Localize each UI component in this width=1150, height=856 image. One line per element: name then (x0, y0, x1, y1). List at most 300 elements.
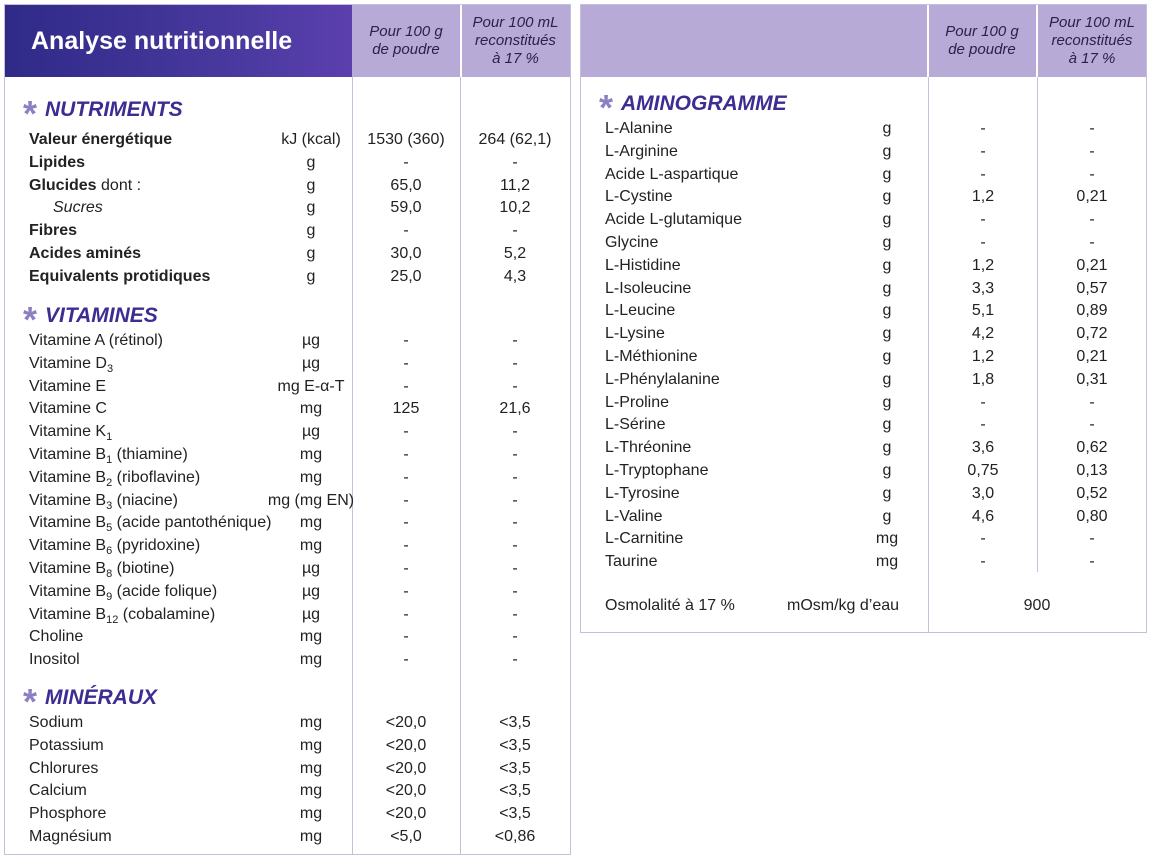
table-row (5, 266, 570, 289)
value-per-100g: - (403, 222, 409, 240)
value-per-100ml: - (1089, 142, 1095, 160)
row-label (29, 467, 200, 490)
label-text: L-Sérine (605, 416, 666, 434)
table-row (5, 649, 570, 672)
label-text: Phosphore (29, 805, 107, 823)
row-unit: g (306, 176, 316, 194)
row-unit: mg (299, 714, 323, 731)
table-row (5, 826, 570, 849)
label-text: Equivalents protidiques (29, 267, 211, 285)
value-per-100ml: 5,2 (503, 245, 527, 262)
table-row (581, 141, 1146, 164)
table-row (5, 220, 570, 243)
label-text: Vitamine B (29, 605, 107, 623)
row-unit: g (306, 245, 316, 262)
value-per-100g: - (403, 514, 409, 532)
label-text: Vitamine B (29, 446, 107, 463)
row-unit: µg (301, 605, 321, 623)
row-unit: mg E-α-T (277, 377, 345, 395)
label-text: Acide L-glutamique (605, 211, 742, 229)
value-per-100ml: - (512, 153, 518, 171)
row-label (29, 626, 83, 649)
label-text: L-Valine (605, 507, 663, 525)
label-text: L-Arginine (605, 142, 678, 160)
value-per-100ml: - (512, 651, 518, 669)
row-unit: g (882, 120, 892, 137)
value-per-100g: - (980, 416, 986, 434)
row-label (605, 346, 698, 369)
label-text: Taurine (605, 553, 658, 571)
value-per-100ml: 4,3 (503, 267, 527, 285)
label-text: L-Leucine (605, 302, 676, 320)
nutrition-table-left (4, 4, 571, 855)
table-row (5, 535, 570, 558)
value-per-100ml: <3,5 (499, 782, 531, 800)
label-subscript: 3 (106, 362, 114, 375)
section-mineraux (23, 681, 158, 722)
row-unit: mg (875, 530, 899, 548)
table-row (581, 369, 1146, 392)
value-per-100g: <20,0 (385, 759, 427, 777)
table-row (5, 197, 570, 220)
table-row (5, 803, 570, 826)
value-per-100ml: - (512, 560, 518, 577)
value-per-100g: - (980, 234, 986, 251)
table-row (581, 506, 1146, 529)
label-text: L-Tryptophane (605, 462, 709, 479)
col-header-per-100g: Pour 100 g de poudre (945, 23, 1019, 58)
row-label (605, 323, 665, 346)
value-per-100ml: - (1089, 553, 1095, 571)
row-label (605, 483, 680, 506)
row-label (29, 129, 172, 152)
row-label (605, 551, 657, 574)
value-per-100g: - (403, 446, 409, 463)
value-per-100ml: 0,57 (1076, 279, 1108, 297)
value-per-100g: - (403, 491, 409, 509)
row-label (29, 220, 77, 243)
row-unit: g (882, 234, 892, 251)
table-row (5, 353, 570, 376)
row-unit: g (882, 302, 892, 320)
row-unit: g (882, 484, 892, 502)
row-label (29, 490, 178, 513)
label-suffix: dont : (96, 176, 142, 194)
table-row (581, 255, 1146, 278)
row-unit: µg (301, 423, 321, 441)
value-per-100ml: 10,2 (499, 199, 531, 217)
value-per-100g: 3,0 (971, 484, 995, 502)
row-unit: µg (301, 582, 321, 600)
row-unit: mg (299, 736, 323, 754)
section-heading: VITAMINES (45, 304, 158, 327)
value-per-100ml: - (1089, 234, 1095, 251)
header-divider (1036, 5, 1038, 77)
value-per-100g: 65,0 (390, 176, 422, 194)
row-label (605, 209, 742, 232)
row-label (29, 330, 163, 353)
row-unit: g (306, 199, 316, 217)
value-per-100ml: - (1089, 211, 1095, 229)
col-header-per-100g: Pour 100 g de poudre (369, 23, 443, 58)
value-per-100g: - (403, 332, 409, 349)
value-per-100g: 1,2 (971, 188, 995, 206)
value-per-100ml: 0,72 (1076, 325, 1108, 343)
table-row (5, 330, 570, 353)
row-unit: g (882, 142, 892, 160)
table-row (581, 551, 1146, 574)
value-per-100g: - (980, 165, 986, 183)
row-label (29, 398, 107, 421)
value-per-100g: 30,0 (390, 245, 422, 262)
value-per-100ml: 0,80 (1076, 507, 1108, 525)
label-text: Choline (29, 628, 84, 646)
table-row (5, 604, 570, 627)
value-per-100g: <20,0 (385, 714, 427, 731)
table-row (5, 376, 570, 399)
label-subscript: 2 (106, 476, 113, 489)
table-row (581, 460, 1146, 483)
value-per-100g: - (980, 553, 986, 571)
value-per-100ml: 0,62 (1076, 439, 1108, 457)
value-per-100ml: - (512, 582, 518, 600)
value-per-100g: 5,1 (971, 302, 995, 320)
label-text: L-Cystine (605, 188, 673, 206)
value-per-100ml: - (1089, 393, 1095, 411)
label-text: Glucides (29, 176, 97, 194)
row-unit: g (882, 165, 892, 183)
row-unit: g (882, 279, 892, 297)
row-unit: g (882, 370, 892, 388)
value-per-100ml: - (512, 354, 518, 372)
row-label (29, 444, 188, 467)
row-label (29, 780, 87, 803)
row-unit: kJ (kcal) (281, 131, 341, 148)
row-label (29, 735, 104, 758)
asterisk-icon: * (23, 299, 38, 340)
value-per-100ml: 0,21 (1076, 188, 1108, 206)
row-label (29, 712, 83, 735)
table-row (5, 152, 570, 175)
table-row (581, 392, 1146, 415)
row-label (29, 649, 80, 672)
value-per-100g: 59,0 (390, 199, 422, 217)
value-per-100g: <20,0 (385, 782, 427, 800)
value-per-100g: 1,2 (971, 348, 995, 365)
label-text: Vitamine B (29, 560, 107, 577)
asterisk-icon: * (23, 93, 38, 134)
value-per-100g: - (403, 628, 409, 646)
row-unit: g (882, 188, 892, 206)
label-suffix: (riboflavine) (112, 468, 201, 486)
value-per-100ml: 264 (62,1) (478, 131, 552, 148)
row-label (29, 421, 112, 444)
value-per-100g: 3,6 (971, 439, 995, 457)
row-label (29, 243, 141, 266)
value-per-100ml: 0,13 (1076, 462, 1108, 479)
row-unit: mg (299, 782, 323, 800)
label-text: L-Histidine (605, 256, 681, 274)
row-label (29, 353, 113, 376)
value-per-100ml: - (512, 332, 518, 349)
row-label (605, 528, 683, 551)
value-per-100g: - (403, 468, 409, 486)
value-per-100g: - (980, 530, 986, 548)
row-unit: g (882, 462, 892, 479)
value-per-100ml: <0,86 (494, 828, 536, 845)
table-row (5, 735, 570, 758)
label-text: L-Alanine (605, 120, 673, 137)
value-per-100ml: - (512, 423, 518, 441)
value-per-100g: - (403, 377, 409, 395)
label-suffix: (thiamine) (112, 446, 188, 463)
table-row (581, 278, 1146, 301)
label-subscript: 9 (106, 590, 113, 603)
osmolalite-label: Osmolalité à 17 % (605, 597, 735, 614)
label-subscript: 12 (106, 613, 119, 626)
row-label (53, 197, 103, 220)
label-suffix: (biotine) (112, 560, 175, 577)
table-row (5, 243, 570, 266)
row-unit: g (882, 211, 892, 229)
row-label (605, 232, 658, 255)
row-unit: g (306, 153, 316, 171)
row-unit: g (882, 507, 892, 525)
row-unit: g (306, 222, 316, 240)
value-per-100g: 4,6 (971, 507, 995, 525)
label-text: Vitamine D (29, 354, 107, 372)
table-title: Analyse nutritionnelle (5, 5, 352, 77)
table-row (5, 129, 570, 152)
row-label (605, 414, 665, 437)
row-unit: mg (299, 400, 323, 418)
row-label (29, 512, 271, 535)
label-text: Vitamine B (29, 537, 107, 555)
value-per-100ml: - (1089, 530, 1095, 548)
row-unit: mg (299, 446, 323, 463)
value-per-100g: - (403, 354, 409, 372)
table-row (5, 712, 570, 735)
table-row (5, 780, 570, 803)
table-row (581, 186, 1146, 209)
row-unit: g (882, 348, 892, 365)
row-label (605, 300, 675, 323)
label-text: Sucres (53, 199, 103, 217)
value-per-100g: - (980, 120, 986, 137)
table-row (5, 581, 570, 604)
table-row (581, 209, 1146, 232)
value-per-100ml: 21,6 (499, 400, 531, 418)
row-unit: mg (299, 628, 323, 646)
value-per-100ml: <3,5 (499, 736, 531, 754)
label-suffix: (cobalamine) (118, 605, 216, 623)
table-row (581, 164, 1146, 187)
table-row (5, 626, 570, 649)
label-text: Acides aminés (29, 245, 142, 262)
section-heading: MINÉRAUX (45, 686, 158, 709)
row-label (29, 175, 141, 198)
value-per-100g: - (403, 153, 409, 171)
value-per-100g: - (403, 537, 409, 555)
row-label (605, 437, 691, 460)
value-per-100g: - (980, 393, 986, 411)
row-unit: mg (299, 805, 323, 823)
label-subscript: 6 (106, 545, 113, 558)
value-per-100ml: <3,5 (499, 759, 531, 777)
value-per-100ml: 0,21 (1076, 256, 1108, 274)
label-text: Acide L-aspartique (605, 165, 739, 183)
value-per-100g: - (980, 142, 986, 160)
row-label (605, 186, 673, 209)
value-per-100ml: - (512, 468, 518, 486)
row-label (29, 826, 112, 849)
row-label (605, 278, 691, 301)
table-row (5, 421, 570, 444)
label-text: L-Tyrosine (605, 484, 680, 502)
row-label (29, 376, 106, 399)
value-per-100g: 1,8 (971, 370, 995, 388)
osmolalite-value: 900 (1023, 597, 1051, 614)
value-per-100g: - (403, 651, 409, 669)
label-text: Vitamine B (29, 491, 107, 509)
label-text: L-Carnitine (605, 530, 684, 548)
col-header-per-100ml: Pour 100 mL reconstitués à 17 % (472, 14, 559, 67)
label-text: Glycine (605, 234, 659, 251)
row-label (605, 460, 708, 483)
header-divider (460, 5, 462, 77)
label-suffix: (acide pantothénique) (112, 514, 272, 532)
row-label (29, 581, 217, 604)
value-per-100ml: 0,52 (1076, 484, 1108, 502)
table-row (5, 512, 570, 535)
table-row (581, 483, 1146, 506)
value-per-100ml: - (1089, 120, 1095, 137)
row-label (29, 152, 85, 175)
label-text: L-Thréonine (605, 439, 692, 457)
table-row (581, 346, 1146, 369)
label-text: Vitamine K (29, 423, 107, 441)
label-text: Vitamine B (29, 582, 107, 600)
table-row (581, 118, 1146, 141)
label-subscript: 8 (106, 568, 113, 580)
value-per-100g: - (403, 605, 409, 623)
table-row (5, 490, 570, 513)
row-label (605, 255, 681, 278)
value-per-100ml: 11,2 (500, 176, 530, 194)
value-per-100ml: - (512, 222, 518, 240)
label-text: Potassium (29, 736, 104, 754)
value-per-100g: <5,0 (390, 828, 422, 845)
table-row (581, 323, 1146, 346)
row-unit: mg (299, 514, 323, 532)
section-nutriments (23, 93, 183, 134)
value-per-100g: - (403, 423, 409, 441)
value-per-100g: 125 (392, 400, 420, 418)
value-per-100ml: - (512, 605, 518, 623)
value-per-100ml: - (512, 446, 518, 463)
label-text: L-Lysine (605, 325, 665, 343)
value-per-100g: <20,0 (385, 736, 427, 754)
row-unit: µg (301, 332, 321, 349)
value-per-100g: - (980, 211, 986, 229)
label-text: Calcium (29, 782, 87, 800)
row-label (605, 392, 669, 415)
label-subscript: 5 (106, 522, 113, 535)
row-label (29, 758, 98, 781)
osmolalite-unit: mOsm/kg d’eau (787, 597, 900, 614)
row-label (29, 535, 200, 558)
table-row (5, 558, 570, 581)
asterisk-icon: * (599, 87, 614, 128)
section-heading: AMINOGRAMME (621, 92, 787, 115)
table-row (581, 300, 1146, 323)
row-unit: mg (299, 759, 323, 777)
label-suffix: (niacine) (112, 491, 179, 509)
label-subscript: 1 (106, 454, 113, 466)
row-unit: g (882, 439, 892, 457)
label-text: Inositol (29, 651, 80, 669)
label-suffix: (pyridoxine) (112, 537, 201, 555)
row-unit: mg (299, 651, 323, 669)
label-text: Vitamine A (rétinol) (29, 332, 163, 349)
value-per-100ml: 0,31 (1076, 370, 1108, 388)
asterisk-icon: * (23, 681, 38, 722)
section-aminogramme (599, 87, 787, 128)
row-label (29, 604, 215, 627)
value-per-100g: <20,0 (385, 805, 427, 823)
value-per-100g: 4,2 (971, 325, 995, 343)
nutrition-table-right (580, 4, 1147, 633)
table-row (581, 528, 1146, 551)
value-per-100ml: - (512, 377, 518, 395)
label-text: L-Phénylalanine (605, 370, 720, 388)
section-vitamines (23, 299, 158, 340)
value-per-100ml: - (512, 537, 518, 555)
value-per-100g: 1,2 (971, 256, 995, 274)
row-unit: mg (mg EN) (267, 491, 355, 509)
label-text: Fibres (29, 222, 78, 240)
label-text: L-Proline (605, 393, 670, 411)
row-label (605, 118, 673, 141)
table-row (5, 175, 570, 198)
row-unit: mg (875, 553, 899, 571)
value-per-100ml: - (512, 491, 518, 509)
label-text: Lipides (29, 153, 86, 171)
table-row (5, 398, 570, 421)
row-unit: g (882, 393, 892, 411)
value-per-100g: 25,0 (390, 267, 422, 285)
table-row (581, 437, 1146, 460)
value-per-100ml: - (512, 628, 518, 646)
label-subscript: 1 (106, 431, 113, 444)
label-suffix: (acide folique) (112, 582, 218, 600)
value-per-100ml: - (1089, 416, 1095, 434)
row-unit: mg (299, 537, 323, 555)
value-per-100ml: <3,5 (499, 714, 531, 731)
row-label (605, 141, 678, 164)
header-divider (927, 5, 929, 77)
row-label (29, 803, 106, 826)
label-text: Chlorures (29, 759, 99, 777)
row-unit: µg (301, 560, 321, 577)
label-text: Vitamine B (29, 514, 107, 532)
row-unit: mg (299, 468, 323, 486)
row-unit: g (306, 267, 316, 285)
label-text: Vitamine E (29, 377, 107, 395)
value-per-100g: 0,75 (967, 462, 999, 479)
value-per-100g: 1530 (360) (367, 131, 445, 148)
section-heading: NUTRIMENTS (45, 98, 183, 121)
